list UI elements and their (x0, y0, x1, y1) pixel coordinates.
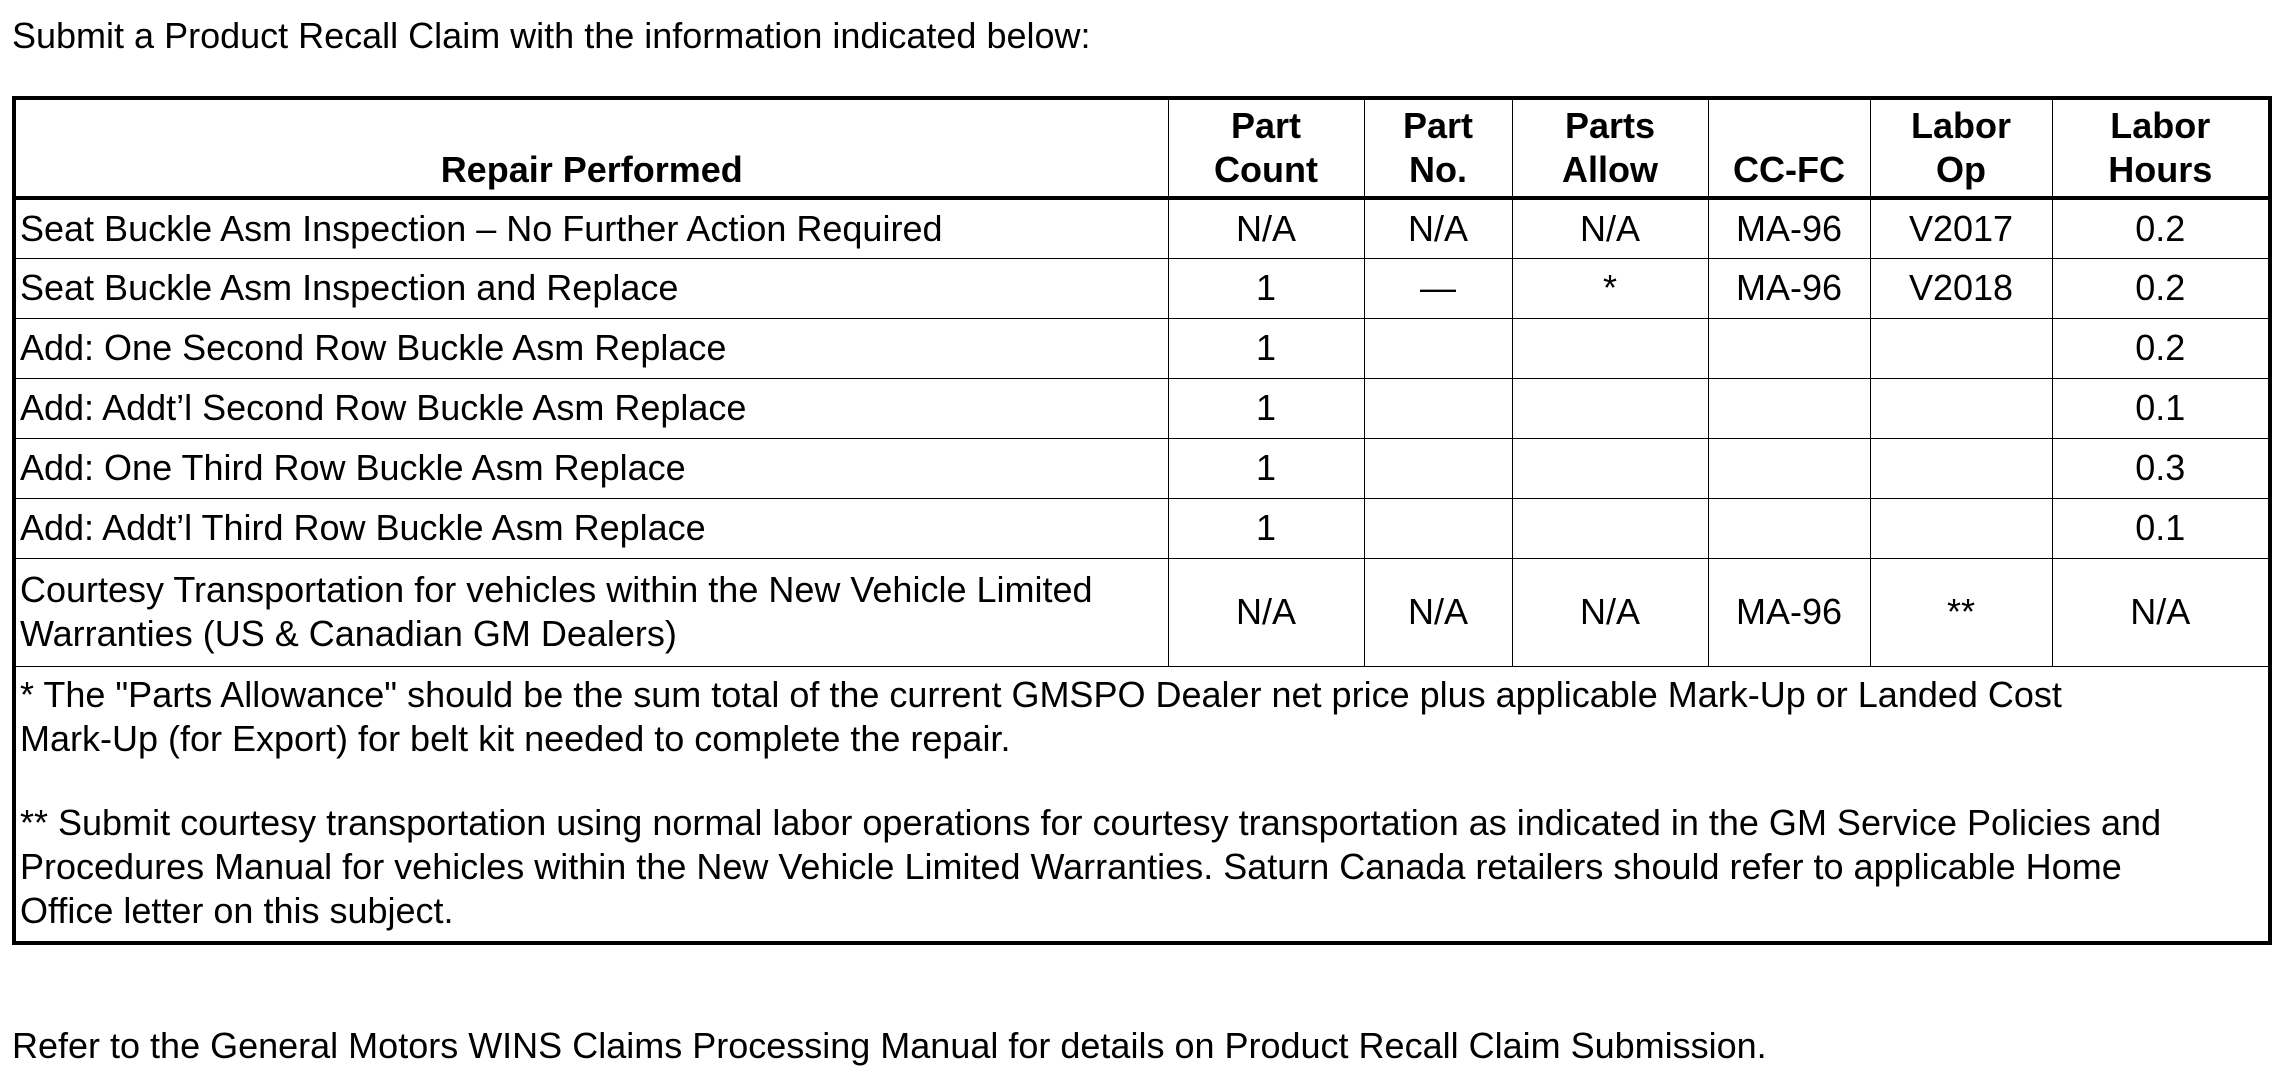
repair-cell: Add: One Third Row Buckle Asm Replace (14, 438, 1168, 498)
part-no-cell: — (1364, 258, 1512, 318)
labor-hours-cell: 0.2 (2052, 318, 2270, 378)
parts-allowance-note: * The "Parts Allowance" should be the sum total of the current GMSPO Dealer net price plus applicable Mark-Up or Landed Cost Mark-Up (for Export) for belt kit needed to complete the repair. (20, 673, 2062, 759)
table-row (14, 498, 2270, 558)
repair-cell: Add: Addt’l Second Row Buckle Asm Replace (14, 378, 1168, 438)
notes-row (14, 666, 2270, 943)
part-no-cell: N/A (1364, 198, 1512, 258)
labor-hours-cell: 0.1 (2052, 498, 2270, 558)
part-count-cell: 1 (1168, 438, 1364, 498)
cc-fc-cell: MA-96 (1708, 258, 1870, 318)
cc-fc-cell: MA-96 (1708, 558, 1870, 666)
table-row (14, 318, 2270, 378)
header-part-no: Part No. (1364, 98, 1512, 198)
table-row (14, 258, 2270, 318)
parts-allow-cell (1512, 498, 1708, 558)
labor-op-cell (1870, 378, 2052, 438)
intro-text: Submit a Product Recall Claim with the information indicated below: (12, 15, 1091, 56)
labor-op-cell: V2018 (1870, 258, 2052, 318)
table-row (14, 198, 2270, 258)
cc-fc-cell (1708, 438, 1870, 498)
cc-fc-cell: MA-96 (1708, 198, 1870, 258)
repair-cell: Add: Addt’l Third Row Buckle Asm Replace (14, 498, 1168, 558)
outro-text: Refer to the General Motors WINS Claims Processing Manual for details on Product Recall Claim Submission. (12, 1025, 1767, 1066)
repair-cell: Seat Buckle Asm Inspection and Replace (14, 258, 1168, 318)
header-part-count: Part Count (1168, 98, 1364, 198)
parts-allow-cell: N/A (1512, 198, 1708, 258)
part-count-cell: 1 (1168, 258, 1364, 318)
part-count-cell: N/A (1168, 558, 1364, 666)
labor-hours-cell: 0.1 (2052, 378, 2270, 438)
labor-hours-cell: 0.3 (2052, 438, 2270, 498)
cc-fc-cell (1708, 378, 1870, 438)
courtesy-transport-note: ** Submit courtesy transportation using normal labor operations for courtesy transportation as indicated in the GM Service Policies and Procedures Manual for vehicles within the New Vehicle Limited Warranties. Saturn Canada retailers should refer to applicable Home Office letter on this subject. (20, 801, 2162, 931)
header-repair-performed: Repair Performed (14, 98, 1168, 198)
table-row (14, 558, 2270, 666)
header-parts-allow: Parts Allow (1512, 98, 1708, 198)
labor-op-cell: V2017 (1870, 198, 2052, 258)
part-no-cell (1364, 318, 1512, 378)
table-header-row (14, 98, 2270, 198)
cc-fc-cell (1708, 498, 1870, 558)
parts-allow-cell: N/A (1512, 558, 1708, 666)
repair-cell: Seat Buckle Asm Inspection – No Further Action Required (14, 198, 1168, 258)
parts-allow-cell (1512, 378, 1708, 438)
recall-claim-table (12, 96, 2272, 945)
header-labor-op: Labor Op (1870, 98, 2052, 198)
parts-allow-cell (1512, 318, 1708, 378)
part-no-cell (1364, 438, 1512, 498)
labor-hours-cell: N/A (2052, 558, 2270, 666)
parts-allow-cell: * (1512, 258, 1708, 318)
header-labor-hours: Labor Hours (2052, 98, 2270, 198)
parts-allow-cell (1512, 438, 1708, 498)
header-cc-fc: CC-FC (1708, 98, 1870, 198)
part-count-cell: 1 (1168, 378, 1364, 438)
part-no-cell (1364, 498, 1512, 558)
notes-cell (14, 666, 2270, 943)
part-no-cell: N/A (1364, 558, 1512, 666)
part-no-cell (1364, 378, 1512, 438)
table-row (14, 378, 2270, 438)
repair-cell: Add: One Second Row Buckle Asm Replace (14, 318, 1168, 378)
labor-op-cell (1870, 498, 2052, 558)
table-row (14, 438, 2270, 498)
part-count-cell: 1 (1168, 318, 1364, 378)
labor-op-cell: ** (1870, 558, 2052, 666)
labor-hours-cell: 0.2 (2052, 198, 2270, 258)
labor-op-cell (1870, 438, 2052, 498)
labor-op-cell (1870, 318, 2052, 378)
repair-cell: Courtesy Transportation for vehicles within the New Vehicle Limited Warranties (US & Canadian GM Dealers) (14, 558, 1168, 666)
labor-hours-cell: 0.2 (2052, 258, 2270, 318)
cc-fc-cell (1708, 318, 1870, 378)
part-count-cell: N/A (1168, 198, 1364, 258)
part-count-cell: 1 (1168, 498, 1364, 558)
